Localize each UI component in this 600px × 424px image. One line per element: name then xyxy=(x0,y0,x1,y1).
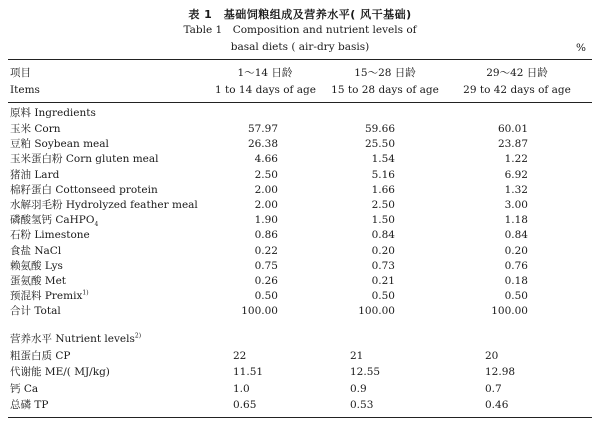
ingredient-value: 0.20 xyxy=(504,245,528,257)
header-en-period-2: 15 to 28 days of age xyxy=(331,84,439,96)
ingredient-value: 0.84 xyxy=(504,229,528,241)
ingredient-value: 0.50 xyxy=(371,290,395,302)
ingredient-label xyxy=(10,244,61,259)
ingredient-value: 2.00 xyxy=(254,184,278,196)
ingredient-name: 蛋氨酸 Met xyxy=(10,275,67,287)
ingredient-label xyxy=(10,137,109,152)
ingredient-label xyxy=(10,183,158,198)
nutrient-value: 0.7 xyxy=(485,383,502,395)
ingredient-value: 60.01 xyxy=(497,123,528,135)
header-en-period-1: 1 to 14 days of age xyxy=(215,84,316,96)
nutrient-heading-footnote: 2) xyxy=(134,332,142,340)
ingredient-value: 1.18 xyxy=(504,214,528,226)
table-title-en-line2: basal diets ( air-dry basis) xyxy=(230,41,370,53)
ingredient-value: 100.00 xyxy=(241,305,278,317)
ingredient-value: 0.21 xyxy=(371,275,395,287)
table-title-zh: 表 1 基础饲粮组成及营养水平( 风干基础) xyxy=(188,8,412,21)
ingredient-value: 0.73 xyxy=(371,260,395,272)
ingredient-value: 26.38 xyxy=(247,138,278,150)
nutrient-value: 21 xyxy=(350,350,364,362)
ingredients-heading: 原料 Ingredients xyxy=(10,107,96,119)
ingredient-value: 6.92 xyxy=(504,169,528,181)
ingredient-value: 0.22 xyxy=(254,245,278,257)
ingredient-name: 食盐 NaCl xyxy=(10,245,62,257)
ingredient-footnote: 1) xyxy=(82,289,89,297)
ingredient-value: 1.50 xyxy=(371,214,395,226)
ingredient-value: 0.84 xyxy=(371,229,395,241)
nutrient-value: 20 xyxy=(485,350,499,362)
ingredient-name: 预混料 Premix xyxy=(10,290,83,302)
nutrient-heading xyxy=(10,332,141,347)
header-zh-items: 项目 xyxy=(10,67,31,79)
top-rule xyxy=(8,59,592,60)
nutrient-label: 钙 Ca xyxy=(10,383,39,395)
ingredient-value: 100.00 xyxy=(358,305,395,317)
nutrient-value: 0.65 xyxy=(233,399,257,411)
nutrient-value: 12.98 xyxy=(485,366,516,378)
ingredient-value: 1.90 xyxy=(254,214,278,226)
header-zh-period-1: 1～14 日龄 xyxy=(237,67,293,79)
ingredient-value: 2.00 xyxy=(254,199,278,211)
ingredient-name: 磷酸氢钙 CaHPO xyxy=(10,214,95,226)
nutrient-value: 0.46 xyxy=(485,399,509,411)
ingredient-label xyxy=(10,198,198,213)
ingredient-name: 猪油 Lard xyxy=(10,169,60,181)
ingredient-name: 棉籽蛋白 Cottonseed protein xyxy=(10,184,158,196)
ingredient-value: 23.87 xyxy=(497,138,528,150)
ingredient-name: 石粉 Limestone xyxy=(10,229,90,241)
ingredient-label xyxy=(10,289,89,304)
ingredient-value: 1.66 xyxy=(371,184,395,196)
ingredient-name: 水解羽毛粉 Hydrolyzed feather meal xyxy=(10,199,198,211)
ingredient-label xyxy=(10,168,59,183)
ingredient-label xyxy=(10,152,158,167)
nutrient-value: 1.0 xyxy=(233,383,250,395)
nutrient-value: 0.9 xyxy=(350,383,367,395)
ingredient-label xyxy=(10,274,66,289)
ingredient-name: 赖氨酸 Lys xyxy=(10,260,63,272)
ingredient-value: 0.50 xyxy=(254,290,278,302)
ingredient-value: 59.66 xyxy=(364,123,395,135)
ingredient-value: 5.16 xyxy=(371,169,395,181)
header-zh-period-3: 29～42 日龄 xyxy=(486,67,548,79)
ingredient-value: 1.22 xyxy=(504,153,528,165)
nutrient-value: 12.55 xyxy=(350,366,381,378)
ingredient-value: 4.66 xyxy=(254,153,278,165)
ingredient-label xyxy=(10,213,98,228)
ingredient-name: 豆粕 Soybean meal xyxy=(10,138,109,150)
ingredient-value: 0.75 xyxy=(254,260,278,272)
mid-rule xyxy=(8,102,592,103)
nutrient-value: 0.53 xyxy=(350,399,374,411)
nutrient-label: 粗蛋白质 CP xyxy=(10,350,71,362)
ingredient-value: 1.54 xyxy=(371,153,395,165)
header-zh-period-2: 15～28 日龄 xyxy=(354,67,416,79)
ingredient-value: 0.18 xyxy=(504,275,528,287)
ingredient-value: 0.20 xyxy=(371,245,395,257)
ingredient-value: 25.50 xyxy=(364,138,395,150)
ingredient-label xyxy=(10,122,60,137)
nutrient-heading-label: 营养水平 Nutrient levels xyxy=(10,333,135,345)
ingredient-value: 3.00 xyxy=(504,199,528,211)
nutrient-label: 代谢能 ME/( MJ/kg) xyxy=(10,366,110,378)
ingredient-name: 玉米蛋白粉 Corn gluten meal xyxy=(10,153,159,165)
ingredient-label xyxy=(10,259,63,274)
ingredient-value: 2.50 xyxy=(254,169,278,181)
ingredient-value: 1.32 xyxy=(504,184,528,196)
bottom-rule xyxy=(8,417,592,418)
ingredient-name: 合计 Total xyxy=(10,305,61,317)
nutrient-value: 11.51 xyxy=(233,366,264,378)
ingredient-value: 100.00 xyxy=(491,305,528,317)
header-en-period-3: 29 to 42 days of age xyxy=(463,84,571,96)
ingredient-value: 0.50 xyxy=(504,290,528,302)
table-title-en-line1: Table 1 Composition and nutrient levels of xyxy=(183,24,417,36)
ingredient-value: 0.76 xyxy=(504,260,528,272)
ingredient-name: 玉米 Corn xyxy=(10,123,61,135)
ingredient-label xyxy=(10,304,61,319)
ingredient-subscript: 4 xyxy=(94,221,99,229)
unit-label: % xyxy=(576,42,586,54)
ingredient-label xyxy=(10,228,90,243)
ingredient-value: 57.97 xyxy=(247,123,278,135)
ingredient-value: 0.86 xyxy=(254,229,278,241)
ingredient-value: 2.50 xyxy=(371,199,395,211)
nutrient-label: 总磷 TP xyxy=(10,399,49,411)
ingredient-value: 0.26 xyxy=(254,275,278,287)
nutrient-value: 22 xyxy=(233,350,247,362)
header-en-items: Items xyxy=(10,84,40,96)
